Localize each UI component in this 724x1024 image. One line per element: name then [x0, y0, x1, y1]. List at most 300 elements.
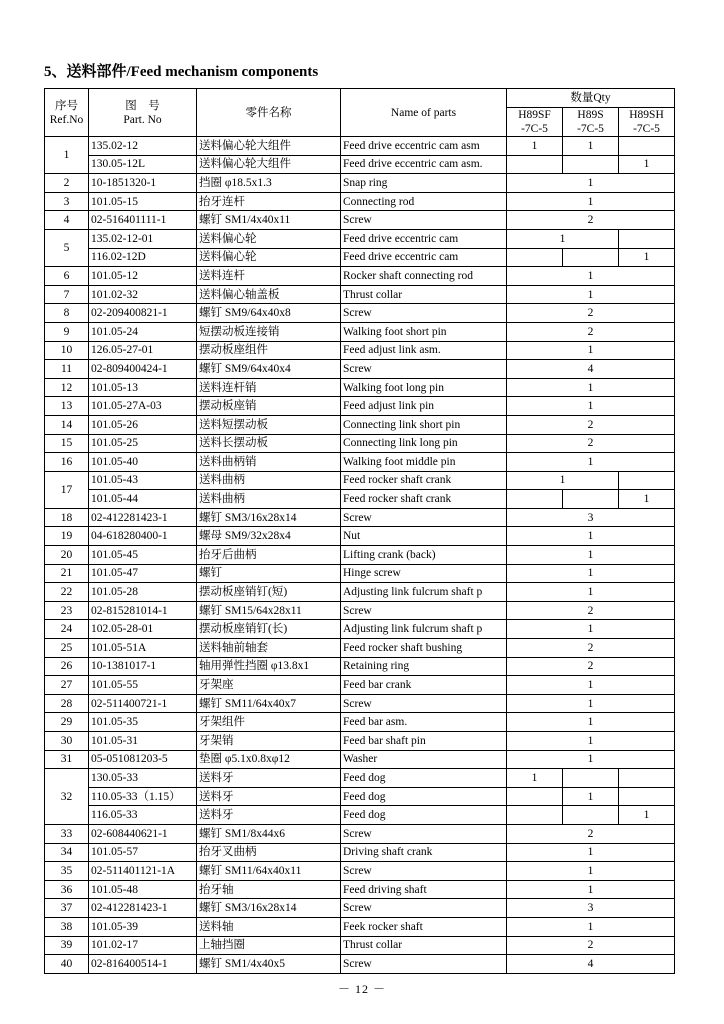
name-cn-cell: 送料曲柄销: [197, 453, 341, 472]
table-row: [45, 211, 675, 230]
ref-no-cell: 18: [45, 508, 89, 527]
name-en-cell: Rocker shaft connecting rod: [341, 267, 507, 286]
ref-no-cell: 15: [45, 434, 89, 453]
table-row: [45, 694, 675, 713]
part-no-cell: 101.05-27A-03: [89, 397, 197, 416]
model-header: [507, 108, 563, 137]
part-no-cell: 101.05-47: [89, 564, 197, 583]
name-en-cell: Connecting link short pin: [341, 415, 507, 434]
name-cn-cell: 垫圈 φ5.1x0.8xφ12: [197, 750, 341, 769]
ref-no-cell: 30: [45, 732, 89, 751]
table-row: [45, 955, 675, 974]
name-cn-cell: 抬牙叉曲柄: [197, 843, 341, 862]
name-cn-cell: 摆动板座组件: [197, 341, 341, 360]
qty-cell: [619, 769, 675, 788]
qty-cell: 1: [507, 880, 675, 899]
table-row: [45, 490, 675, 509]
name-en-cell: Screw: [341, 360, 507, 379]
ref-header-en: Ref.No: [49, 113, 84, 126]
table-row: [45, 192, 675, 211]
table-row: [45, 750, 675, 769]
ref-no-cell: 23: [45, 601, 89, 620]
model-header-line1: H89SH: [629, 109, 664, 121]
table-row: [45, 378, 675, 397]
ref-no-cell: 37: [45, 899, 89, 918]
page-title: 5、送料部件/Feed mechanism components: [44, 64, 319, 80]
qty-cell: 3: [507, 508, 675, 527]
qty-cell: 1: [507, 285, 675, 304]
ref-no-cell: 21: [45, 564, 89, 583]
table-row: [45, 229, 675, 248]
qty-cell: [507, 806, 563, 825]
model-header-line2: -7C-5: [521, 123, 548, 135]
qty-cell: 1: [507, 583, 675, 602]
ref-no-cell: 32: [45, 769, 89, 825]
ref-no-cell: 40: [45, 955, 89, 974]
table-row: [45, 434, 675, 453]
name-en-cell: Screw: [341, 304, 507, 323]
table-row: [45, 322, 675, 341]
table-row: [45, 824, 675, 843]
name-cn-cell: 送料连杆: [197, 267, 341, 286]
qty-cell: [507, 490, 563, 509]
part-no-cell: 116.02-12D: [89, 248, 197, 267]
qty-cell: [507, 787, 563, 806]
part-no-cell: 101.05-25: [89, 434, 197, 453]
part-no-cell: 02-511400721-1: [89, 694, 197, 713]
table-row: [45, 917, 675, 936]
qty-cell: 1: [507, 676, 675, 695]
name-cn-cell: 摆动板座销钉(长): [197, 620, 341, 639]
ref-no-cell: 19: [45, 527, 89, 546]
part-no-cell: 02-412281423-1: [89, 899, 197, 918]
ref-no-cell: 33: [45, 824, 89, 843]
name-cn-header: 零件名称: [197, 89, 341, 137]
name-en-cell: Feed driving shaft: [341, 880, 507, 899]
table-row: [45, 508, 675, 527]
qty-cell: 1: [507, 843, 675, 862]
table-row: [45, 787, 675, 806]
name-en-cell: Screw: [341, 601, 507, 620]
part-no-cell: 02-516401111-1: [89, 211, 197, 230]
ref-no-cell: 2: [45, 174, 89, 193]
table-row: [45, 397, 675, 416]
part-no-cell: 101.05-15: [89, 192, 197, 211]
qty-cell: 2: [507, 824, 675, 843]
part-no-cell: 101.05-28: [89, 583, 197, 602]
name-cn-cell: 螺钉 SM15/64x28x11: [197, 601, 341, 620]
ref-no-cell: 6: [45, 267, 89, 286]
name-en-cell: Thrust collar: [341, 285, 507, 304]
ref-no-cell: 31: [45, 750, 89, 769]
ref-no-cell: 26: [45, 657, 89, 676]
table-row: [45, 360, 675, 379]
ref-no-cell: 12: [45, 378, 89, 397]
name-en-cell: Screw: [341, 694, 507, 713]
table-row: [45, 137, 675, 156]
part-no-cell: 135.02-12-01: [89, 229, 197, 248]
qty-cell: [507, 155, 563, 174]
table-row: [45, 806, 675, 825]
part-no-cell: 101.05-13: [89, 378, 197, 397]
part-no-cell: 04-618280400-1: [89, 527, 197, 546]
name-cn-cell: 送料短摆动板: [197, 415, 341, 434]
name-en-cell: Feed drive eccentric cam: [341, 229, 507, 248]
part-no-cell: 101.05-57: [89, 843, 197, 862]
ref-no-cell: 4: [45, 211, 89, 230]
name-cn-cell: 送料曲柄: [197, 471, 341, 490]
qty-cell: 1: [507, 174, 675, 193]
qty-cell: [563, 155, 619, 174]
name-en-cell: Connecting rod: [341, 192, 507, 211]
part-no-cell: 02-511401121-1A: [89, 862, 197, 881]
part-no-cell: 02-815281014-1: [89, 601, 197, 620]
name-en-cell: Feed drive eccentric cam asm: [341, 137, 507, 156]
qty-cell: 3: [507, 899, 675, 918]
qty-cell: 1: [507, 732, 675, 751]
qty-cell: 2: [507, 415, 675, 434]
part-no-cell: 02-412281423-1: [89, 508, 197, 527]
name-en-cell: Nut: [341, 527, 507, 546]
name-cn-cell: 短摆动板连接销: [197, 322, 341, 341]
part-no-cell: 101.02-17: [89, 936, 197, 955]
qty-cell: [563, 248, 619, 267]
qty-cell: 1: [507, 564, 675, 583]
table-body: [45, 137, 675, 974]
name-en-cell: Adjusting link fulcrum shaft p: [341, 583, 507, 602]
name-cn-cell: 螺钉 SM1/4x40x11: [197, 211, 341, 230]
qty-cell: [563, 490, 619, 509]
name-en-cell: Feed drive eccentric cam asm.: [341, 155, 507, 174]
qty-cell: 1: [507, 397, 675, 416]
qty-cell: 1: [507, 471, 619, 490]
qty-cell: 2: [507, 304, 675, 323]
qty-cell: 1: [507, 769, 563, 788]
table-row: [45, 341, 675, 360]
name-cn-cell: 送料偏心轮大组件: [197, 155, 341, 174]
part-no-cell: 02-209400821-1: [89, 304, 197, 323]
part-no-cell: 126.05-27-01: [89, 341, 197, 360]
name-cn-cell: 牙架座: [197, 676, 341, 695]
qty-cell: [619, 787, 675, 806]
ref-no-cell: 3: [45, 192, 89, 211]
qty-cell: 1: [507, 267, 675, 286]
name-cn-cell: 螺钉 SM9/64x40x4: [197, 360, 341, 379]
name-en-cell: Retaining ring: [341, 657, 507, 676]
ref-no-cell: 24: [45, 620, 89, 639]
qty-cell: 2: [507, 434, 675, 453]
part-no-cell: 116.05-33: [89, 806, 197, 825]
name-cn-cell: 送料牙: [197, 787, 341, 806]
qty-cell: 1: [619, 806, 675, 825]
ref-no-cell: 39: [45, 936, 89, 955]
name-cn-cell: 送料偏心轴盖板: [197, 285, 341, 304]
name-cn-cell: 送料轴: [197, 917, 341, 936]
ref-no-cell: 38: [45, 917, 89, 936]
table-row: [45, 546, 675, 565]
parts-table: [44, 88, 675, 974]
ref-no-cell: 20: [45, 546, 89, 565]
part-no-cell: 10-1851320-1: [89, 174, 197, 193]
table-row: [45, 304, 675, 323]
name-en-cell: Feed adjust link pin: [341, 397, 507, 416]
table-row: [45, 843, 675, 862]
name-cn-cell: 螺钉 SM11/64x40x11: [197, 862, 341, 881]
name-cn-cell: 螺钉: [197, 564, 341, 583]
part-no-cell: 101.05-55: [89, 676, 197, 695]
name-en-cell: Feed bar crank: [341, 676, 507, 695]
ref-no-cell: 35: [45, 862, 89, 881]
qty-cell: 4: [507, 955, 675, 974]
name-en-cell: Snap ring: [341, 174, 507, 193]
table-row: [45, 620, 675, 639]
part-no-cell: 101.05-45: [89, 546, 197, 565]
qty-cell: 1: [619, 155, 675, 174]
qty-cell: 1: [507, 192, 675, 211]
name-cn-cell: 螺钉 SM11/64x40x7: [197, 694, 341, 713]
name-cn-cell: 送料偏心轮: [197, 229, 341, 248]
qty-header: 数量Qty: [507, 89, 675, 108]
name-en-cell: Walking foot long pin: [341, 378, 507, 397]
table-row: [45, 676, 675, 695]
part-no-cell: 101.05-43: [89, 471, 197, 490]
table-header: [45, 89, 675, 137]
qty-cell: [619, 471, 675, 490]
name-en-cell: Feed dog: [341, 787, 507, 806]
qty-cell: 1: [507, 229, 619, 248]
name-en-cell: Lifting crank (back): [341, 546, 507, 565]
ref-no-cell: 13: [45, 397, 89, 416]
part-no-cell: 02-608440621-1: [89, 824, 197, 843]
table-row: [45, 880, 675, 899]
name-cn-cell: 螺钉 SM1/8x44x6: [197, 824, 341, 843]
name-cn-cell: 送料偏心轮: [197, 248, 341, 267]
model-header-line1: H89SF: [518, 109, 551, 121]
ref-no-cell: 1: [45, 137, 89, 174]
table-row: [45, 527, 675, 546]
part-no-cell: 135.02-12: [89, 137, 197, 156]
name-cn-cell: 送料牙: [197, 769, 341, 788]
model-header-line2: -7C-5: [633, 123, 660, 135]
part-no-cell: 101.05-35: [89, 713, 197, 732]
qty-cell: 1: [507, 453, 675, 472]
name-cn-cell: 上轴挡圈: [197, 936, 341, 955]
part-no-cell: 101.05-48: [89, 880, 197, 899]
ref-header: [45, 89, 89, 137]
qty-cell: 1: [507, 378, 675, 397]
qty-cell: [619, 229, 675, 248]
table-row: [45, 285, 675, 304]
qty-cell: 1: [507, 620, 675, 639]
name-en-cell: Feed dog: [341, 806, 507, 825]
qty-cell: 1: [507, 750, 675, 769]
name-en-cell: Walking foot short pin: [341, 322, 507, 341]
name-cn-cell: 牙架销: [197, 732, 341, 751]
name-en-cell: Adjusting link fulcrum shaft p: [341, 620, 507, 639]
name-en-cell: Screw: [341, 824, 507, 843]
part-no-cell: 101.05-44: [89, 490, 197, 509]
name-cn-cell: 抬牙连杆: [197, 192, 341, 211]
name-en-cell: Screw: [341, 862, 507, 881]
ref-no-cell: 7: [45, 285, 89, 304]
ref-no-cell: 27: [45, 676, 89, 695]
part-no-cell: 130.05-12L: [89, 155, 197, 174]
ref-no-cell: 11: [45, 360, 89, 379]
ref-no-cell: 22: [45, 583, 89, 602]
table-row: [45, 174, 675, 193]
name-en-cell: Washer: [341, 750, 507, 769]
table-row: [45, 267, 675, 286]
table-row: [45, 564, 675, 583]
name-cn-cell: 送料曲柄: [197, 490, 341, 509]
qty-cell: [563, 806, 619, 825]
name-en-cell: Connecting link long pin: [341, 434, 507, 453]
table-row: [45, 415, 675, 434]
qty-cell: 1: [563, 787, 619, 806]
qty-cell: [619, 137, 675, 156]
name-en-cell: Driving shaft crank: [341, 843, 507, 862]
table-row: [45, 769, 675, 788]
ref-no-cell: 9: [45, 322, 89, 341]
part-no-header-cn: 图 号: [125, 99, 160, 112]
part-no-cell: 101.05-39: [89, 917, 197, 936]
name-en-cell: Screw: [341, 899, 507, 918]
part-no-cell: 102.05-28-01: [89, 620, 197, 639]
part-no-cell: 02-816400514-1: [89, 955, 197, 974]
name-en-cell: Feed dog: [341, 769, 507, 788]
name-cn-cell: 抬牙轴: [197, 880, 341, 899]
qty-cell: 2: [507, 639, 675, 658]
ref-no-cell: 17: [45, 471, 89, 508]
table-row: [45, 248, 675, 267]
name-cn-cell: 送料偏心轮大组件: [197, 137, 341, 156]
part-no-cell: 101.05-26: [89, 415, 197, 434]
table-row: [45, 601, 675, 620]
table-row: [45, 862, 675, 881]
ref-header-cn: 序号: [55, 99, 78, 112]
name-cn-cell: 螺钉 SM3/16x28x14: [197, 899, 341, 918]
model-header-line1: H89S: [577, 109, 604, 121]
part-no-cell: 130.05-33: [89, 769, 197, 788]
name-en-cell: Screw: [341, 508, 507, 527]
part-no-header: [89, 89, 197, 137]
ref-no-cell: 29: [45, 713, 89, 732]
name-cn-cell: 螺钉 SM3/16x28x14: [197, 508, 341, 527]
name-en-cell: Screw: [341, 211, 507, 230]
part-no-cell: 101.02-32: [89, 285, 197, 304]
table-row: [45, 583, 675, 602]
name-cn-cell: 抬牙后曲柄: [197, 546, 341, 565]
name-cn-cell: 摆动板座销: [197, 397, 341, 416]
ref-no-cell: 5: [45, 229, 89, 266]
part-no-cell: 101.05-24: [89, 322, 197, 341]
part-no-cell: 10-1381017-1: [89, 657, 197, 676]
qty-cell: [563, 769, 619, 788]
name-en-cell: Feed rocker shaft crank: [341, 490, 507, 509]
table-row: [45, 453, 675, 472]
name-cn-cell: 牙架组件: [197, 713, 341, 732]
table-row: [45, 639, 675, 658]
table-row: [45, 899, 675, 918]
name-cn-cell: 轴用弹性挡圈 φ13.8x1: [197, 657, 341, 676]
part-no-cell: 02-809400424-1: [89, 360, 197, 379]
name-cn-cell: 螺钉 SM1/4x40x5: [197, 955, 341, 974]
qty-cell: 2: [507, 322, 675, 341]
qty-cell: 1: [507, 137, 563, 156]
ref-no-cell: 10: [45, 341, 89, 360]
part-no-cell: 101.05-12: [89, 267, 197, 286]
name-en-cell: Feed adjust link asm.: [341, 341, 507, 360]
part-no-cell: 101.05-51A: [89, 639, 197, 658]
qty-cell: 2: [507, 211, 675, 230]
qty-cell: 1: [619, 490, 675, 509]
qty-cell: 1: [563, 137, 619, 156]
name-en-cell: Screw: [341, 955, 507, 974]
name-en-cell: Feed rocker shaft bushing: [341, 639, 507, 658]
ref-no-cell: 25: [45, 639, 89, 658]
qty-cell: 1: [507, 546, 675, 565]
part-no-cell: 05-051081203-5: [89, 750, 197, 769]
name-en-cell: Feed bar shaft pin: [341, 732, 507, 751]
name-cn-cell: 送料连杆销: [197, 378, 341, 397]
ref-no-cell: 36: [45, 880, 89, 899]
ref-no-cell: 28: [45, 694, 89, 713]
qty-cell: 1: [619, 248, 675, 267]
part-no-cell: 101.05-40: [89, 453, 197, 472]
name-en-cell: Feed bar asm.: [341, 713, 507, 732]
table-row: [45, 471, 675, 490]
name-en-cell: Feed rocker shaft crank: [341, 471, 507, 490]
part-no-cell: 110.05-33（1.15）: [89, 787, 197, 806]
table-row: [45, 713, 675, 732]
qty-cell: 2: [507, 657, 675, 676]
name-cn-cell: 摆动板座销钉(短): [197, 583, 341, 602]
qty-cell: 2: [507, 936, 675, 955]
model-header: [563, 108, 619, 137]
name-cn-cell: 送料牙: [197, 806, 341, 825]
ref-no-cell: 14: [45, 415, 89, 434]
qty-cell: 4: [507, 360, 675, 379]
model-header: [619, 108, 675, 137]
name-en-cell: Feek rocker shaft: [341, 917, 507, 936]
qty-cell: 1: [507, 341, 675, 360]
qty-cell: 1: [507, 917, 675, 936]
name-cn-cell: 挡圈 φ18.5x1.3: [197, 174, 341, 193]
ref-no-cell: 34: [45, 843, 89, 862]
name-en-cell: Hinge screw: [341, 564, 507, 583]
name-cn-cell: 螺母 SM9/32x28x4: [197, 527, 341, 546]
qty-cell: [507, 248, 563, 267]
qty-cell: 2: [507, 601, 675, 620]
name-cn-cell: 送料轴前轴套: [197, 639, 341, 658]
model-header-line2: -7C-5: [577, 123, 604, 135]
qty-cell: 1: [507, 694, 675, 713]
qty-cell: 1: [507, 527, 675, 546]
name-cn-cell: 螺钉 SM9/64x40x8: [197, 304, 341, 323]
qty-cell: 1: [507, 713, 675, 732]
part-no-header-en: Part. No: [123, 113, 162, 126]
name-en-cell: Feed drive eccentric cam: [341, 248, 507, 267]
ref-no-cell: 8: [45, 304, 89, 323]
name-en-cell: Walking foot middle pin: [341, 453, 507, 472]
part-no-cell: 101.05-31: [89, 732, 197, 751]
name-cn-cell: 送料长摆动板: [197, 434, 341, 453]
table-row: [45, 155, 675, 174]
qty-cell: 1: [507, 862, 675, 881]
table-row: [45, 657, 675, 676]
page-number: － 12 －: [337, 982, 386, 996]
table-row: [45, 732, 675, 751]
